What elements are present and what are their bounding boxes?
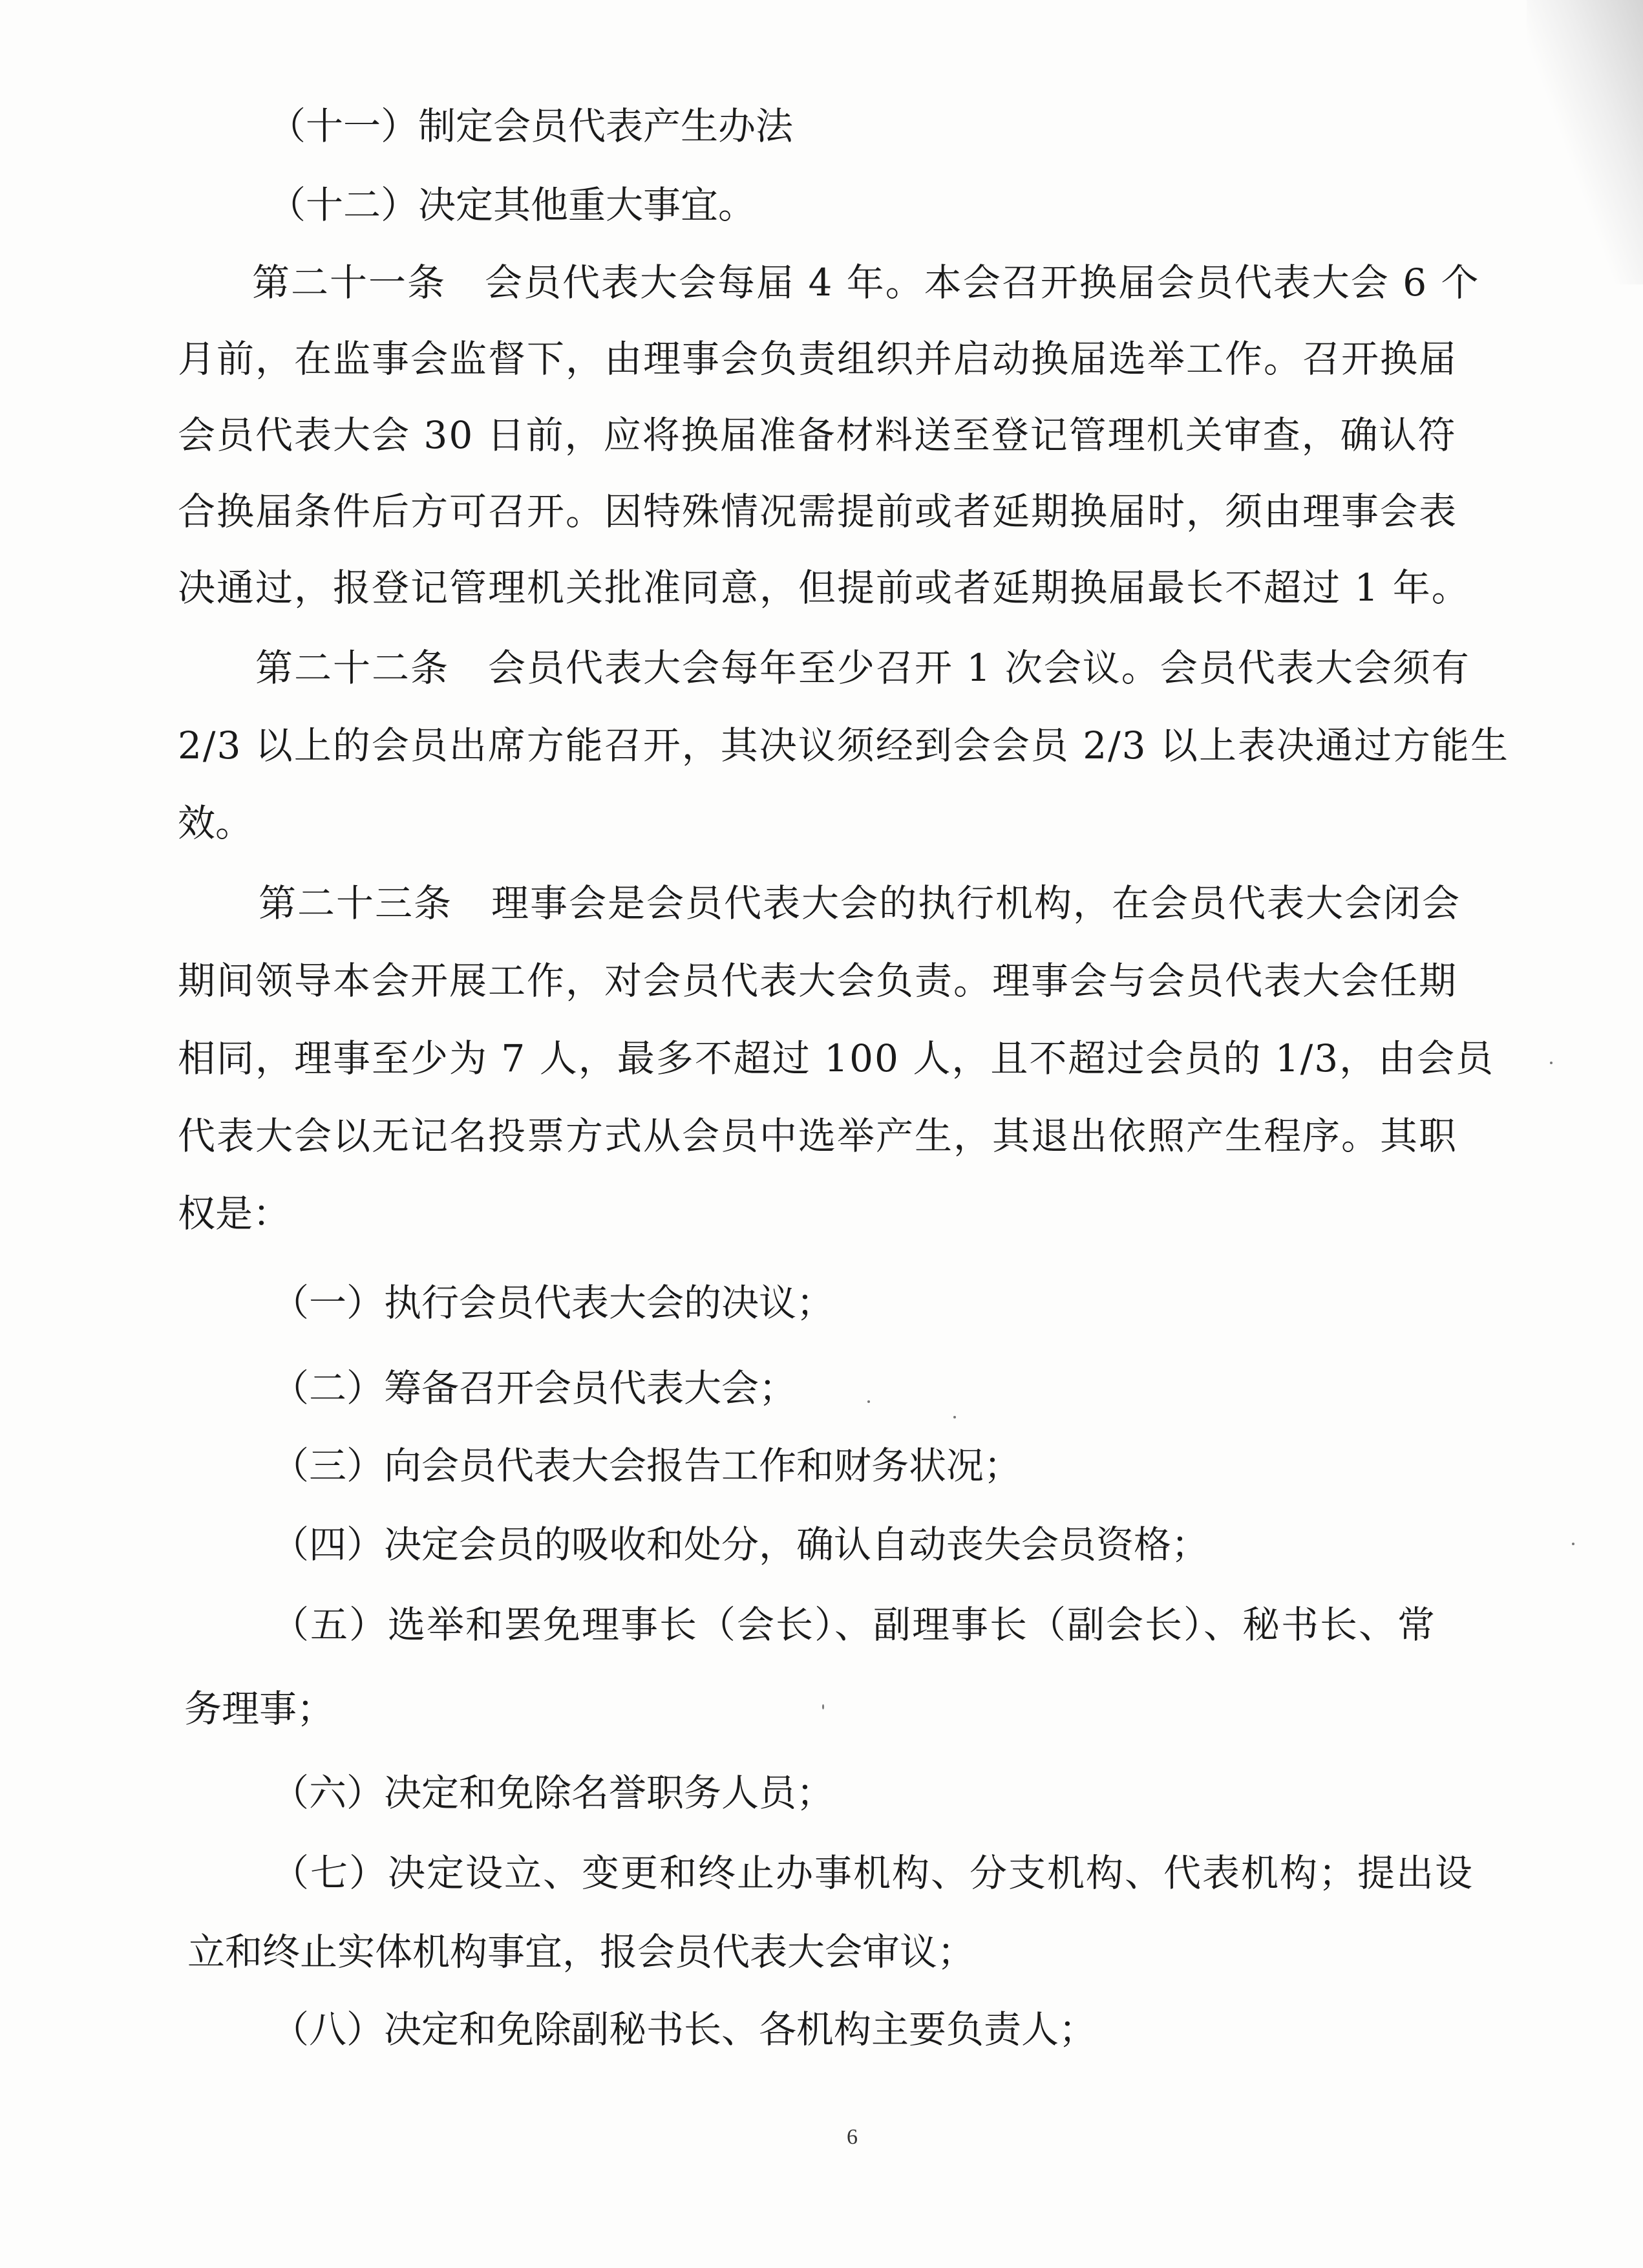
scan-speck [1550,1062,1553,1064]
scan-speck [822,1704,824,1709]
text-line-6: 合换届条件后方可召开。因特殊情况需提前或者延期换届时，须由理事会表 [178,489,1458,533]
text-line-25: （八）决定和免除副秘书长、各机构主要负责人； [271,2007,1097,2051]
text-line-3: 第二十一条 会员代表大会每届 4 年。本会召开换届会员代表大会 6 个 [252,261,1480,305]
text-line-16: （一）执行会员代表大会的决议； [271,1281,834,1325]
text-line-9: 2/3 以上的会员出席方能召开，其决议须经到会会员 2/3 以上表决通过方能生 [178,723,1509,767]
text-line-10: 效。 [178,801,253,845]
page-number: 6 [847,2125,858,2149]
text-line-5: 会员代表大会 30 日前，应将换届准备材料送至登记管理机关审查，确认符 [178,413,1457,457]
text-line-22: （六）决定和免除名誉职务人员； [271,1771,834,1815]
text-line-7: 决通过，报登记管理机关批准同意，但提前或者延期换届最长不超过 1 年。 [178,566,1470,610]
text-line-15: 权是： [178,1192,291,1236]
text-line-14: 代表大会以无记名投票方式从会员中选举产生，其退出依照产生程序。其职 [178,1114,1458,1158]
text-line-12: 期间领导本会开展工作，对会员代表大会负责。理事会与会员代表大会任期 [178,959,1458,1003]
text-line-2: （十二）决定其他重大事宜。 [268,183,756,227]
text-line-4: 月前，在监事会监督下，由理事会负责组织并启动换届选举工作。召开换届 [178,337,1458,381]
text-line-19: （四）决定会员的吸收和处分，确认自动丧失会员资格； [271,1523,1209,1567]
text-line-21: 务理事； [184,1687,335,1731]
scan-speck [953,1416,956,1418]
text-line-13: 相同，理事至少为 7 人，最多不超过 100 人，且不超过会员的 1/3，由会员 [178,1036,1495,1080]
scan-speck [867,1400,870,1403]
text-line-17: （二）筹备召开会员代表大会； [271,1366,797,1410]
text-line-24: 立和终止实体机构事宜，报会员代表大会审议； [187,1930,975,1974]
text-line-18: （三）向会员代表大会报告工作和财务状况； [271,1444,1022,1488]
text-line-20: （五）选举和罢免理事长（会长）、副理事长（副会长）、秘书长、常 [271,1603,1437,1647]
page-corner-shadow [1527,0,1643,284]
text-line-8: 第二十二条 会员代表大会每年至少召开 1 次会议。会员代表大会须有 [255,646,1470,690]
scan-speck [1572,1543,1574,1545]
text-line-11: 第二十三条 理事会是会员代表大会的执行机构，在会员代表大会闭会 [259,881,1461,925]
text-line-23: （七）决定设立、变更和终止办事机构、分支机构、代表机构；提出设 [271,1851,1474,1895]
text-line-1: （十一）制定会员代表产生办法 [268,104,794,148]
